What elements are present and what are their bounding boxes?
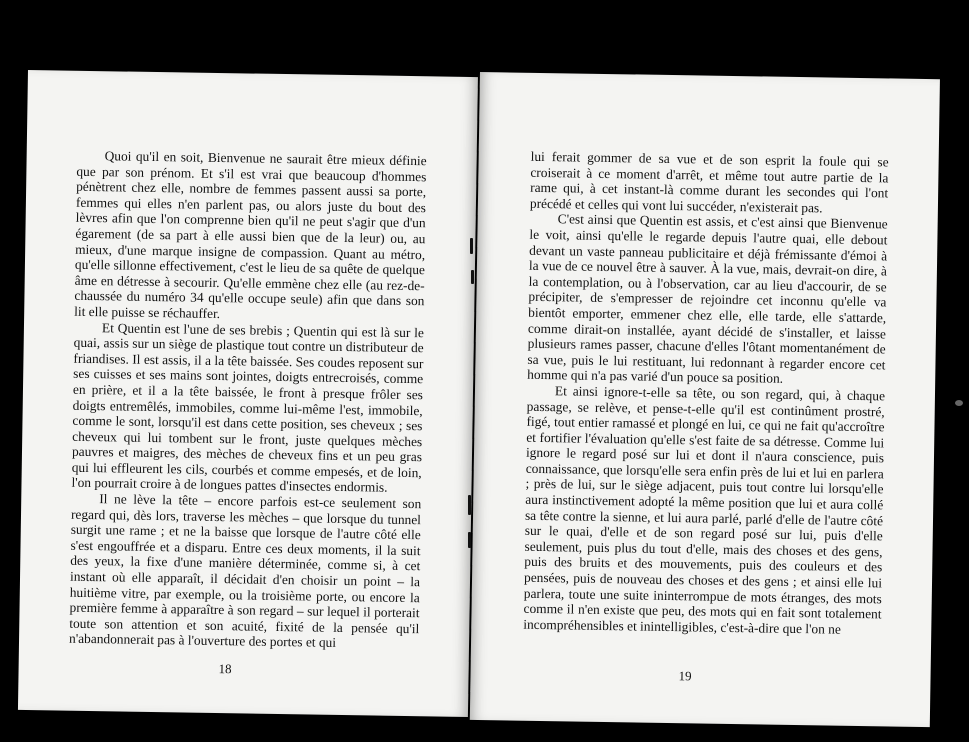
staple-mark	[468, 532, 471, 548]
paragraph: Quoi qu'il en soit, Bienvenue ne saurait être mieux définie que par son prénom. Et s'il est vrai que beaucoup d'hommes pénètrent chez elle, nombre de femmes passent aussi sa porte, femmes qui elles n'en parlent pas, ou alors juste du bout des lèvres afin que l'on comprenne bien qu'il ne peut s'agir que d'un égarement (de sa part à elle aussi bien que de la leur) ou, au mieux, d'une marque insigne de compassion. Quant au métro, qu'elle sillonne effectivement, c'est le lieu de sa quête de quelque âme en détresse à secourir. Qu'elle emmène chez elle (au rez-de-chaussée du numéro 34 qu'elle occupe seule) afin que dans son lit elle puisse se réchauffer.	[74, 148, 427, 321]
left-page	[18, 70, 478, 717]
page-number: 18	[218, 661, 232, 677]
paragraph: Il ne lève la tête – encore parfois est-ce seulement son regard qui, dès lors, traverse les mèches – que lorsque du tunnel surgit une rame ; et ne la baisse que lorsque de l'autre côté elle s'est engouffrée et a disparu. Entre ces deux moments, il la suit des yeux, la fixe d'une manière déterminée, comme si, à cet instant où elle apparaît, il décidait d'en choisir un point – la huitième vitre, par exemple, ou la troisième porte, ou encore la première femme à apparaître à son regard – sur lequel il porterait toute son attention et son acuité, fixité de la pensée qu'il n'abandonnerait pas à l'ouverture des portes et qui	[68, 491, 422, 651]
paragraph: Et Quentin est l'une de ses brebis ; Quentin qui est là sur le quai, assis sur un siège de plastique tout contre un distributeur de friandises. Il est assis, il a la tête baissée. Ses coudes reposent sur ses cuisses et ses mains sont jointes, doigts entrecroisés, comme en prière, et il a la tête baissée, le front à presque frôler ses doigts entremêlés, immobiles, comme lui-même l'est, immobile, comme le sont, lorsqu'il est dans cette position, ses cheveux ; ses cheveux qui lui tombent sur le front, juste quelques mèches pauvres et maigres, des mèches de cheveux fins et un peu gras qui lui effleurent les cils, courbés et comme empesés, et de loin, l'on pourrait croire à de longues pattes d'insectes endormis.	[71, 319, 425, 496]
book-spread	[28, 70, 934, 720]
staple-mark	[470, 238, 473, 254]
dust-speck	[955, 400, 963, 406]
page-number: 19	[678, 668, 692, 684]
paragraph: C'est ainsi que Quentin est assis, et c'est ainsi que Bienvenue le voit, ainsi qu'elle le regarde depuis l'autre quai, elle debout devant un vaste panneau publicitaire et déjà frémissante d'émoi à la vue de ce nouvel être à sauver. À la vue, mais, devrait-on dire, à la contemplation, ou à l'observation, car au lieu d'accourir, de se précipiter, de s'empresser de rejoindre cet inconnu qu'elle va bientôt emporter, emmener chez elle, elle tarde, elle s'attarde, comme dirait-on installée, ayant décidé de s'installer, et laisse plusieurs rames passer, chacune d'elles l'ôtant momentanément de sa vue, puis le lui restituant, lui redonnant à regarder encore cet homme qui n'a pas varié d'un pouce sa position.	[527, 211, 888, 387]
staple-mark	[468, 495, 471, 515]
right-page-text	[523, 149, 889, 638]
right-page	[470, 72, 940, 727]
left-page-text	[69, 148, 427, 652]
paragraph-continuation: lui ferait gommer de sa vue et de son esprit la foule qui se croiserait à ce moment d'arrêt, et même tout autre partie de la rame qui, à cet instant-là comme durant les secondes qui l'ont précédé et celles qui vont lui succéder, n'existerait pas.	[529, 148, 889, 216]
paragraph: Et ainsi ignore-t-elle sa tête, ou son regard, qui, à chaque passage, se relève, et pense-t-elle qu'il est continûment prostré, figé, tout entier ramassé et plongé en lui, ce qui ne fait qu'accroître et fortifier l'évaluation qu'elle s'est faite de sa détresse. Comme lui ignore le regard posé sur lui et dont il n'aura conscience, puis connaissance, que lorsqu'elle sera enfin près de lui et lui en parlera ; près de lui, sur le siège adjacent, puis tout contre lui lorsqu'elle aura instinctivement adopté la même position que lui et aura collé sa tête contre la sienne, et lui aura parlé, parlé d'elle de l'autre côté sur le quai, d'elle et de son regard posé sur lui, puis d'elle seulement, puis plus du tout d'elle, mais des choses et des gens, puis des bruits et des mouvements, puis des couleurs et des pensées, puis de nouveau des choses et des gens ; et ainsi elle lui parlera, toute une suite ininterrompue de mots étranges, des mots comme il n'en existe que peu, des mots qui en fait sont totalement incompréhensibles et inintelligibles, c'est-à-dire que l'on ne	[523, 383, 886, 637]
staple-mark	[471, 270, 474, 284]
